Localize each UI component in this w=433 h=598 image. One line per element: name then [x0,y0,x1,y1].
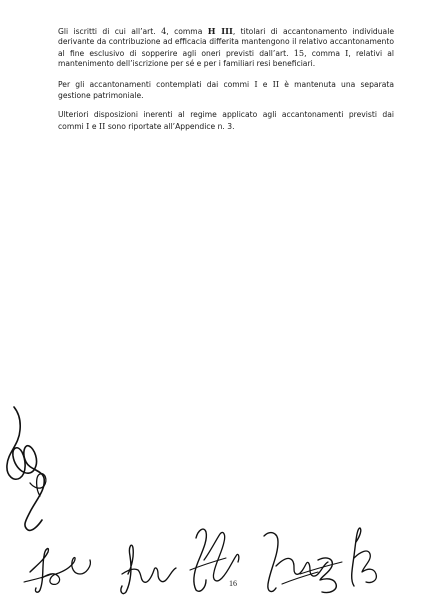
page-number: 16 [229,579,237,588]
p1-comma-ref-2: I [345,47,349,58]
p1-comma-ref: H III [207,26,233,36]
signature-margin [7,407,46,530]
p3-text-b: e [91,121,97,131]
signature-6 [352,528,377,586]
p1-text-a: Gli iscritti di cui all’art. [58,27,156,36]
p2-comma-ref: I [254,79,258,90]
p1-text-d: , comma [304,48,340,58]
p1-text-b: , comma [166,27,203,36]
p2-text-b: e [262,80,268,90]
signature-4 [264,533,328,592]
p2-text-a: Per gli accantonamenti contemplati dai commi [58,80,250,90]
p2-comma-ref-2: II [272,79,280,90]
p1-article-number-2: 15 [293,47,305,58]
p1-article-number: 4 [161,26,167,36]
p1-text-e: , relativi al mantenimento dell’iscrizione per sé e per i familiari resi beneficiari. [58,48,394,69]
p3-text-c: sono riportate all’Appendice n. 3. [107,121,235,131]
signature-1 [24,549,90,593]
p2-text-c: è mantenuta una separata gestione patrimoniale. [58,80,394,100]
p3-comma-ref: I [86,120,90,131]
p3-text-a: Ulteriori disposizioni inerenti al regime applicato agli accantonamenti previsti dai commi [58,110,394,131]
p1-text-c: , titolari di accantonamento individuale derivante da contribuzione ad efficacia differita mantengono il relativo accantonamento al fine esclusivo di sopperire agli oneri previsti dall’art. [58,27,394,58]
p3-comma-ref-2: II [98,120,106,131]
signature-2 [121,545,176,593]
